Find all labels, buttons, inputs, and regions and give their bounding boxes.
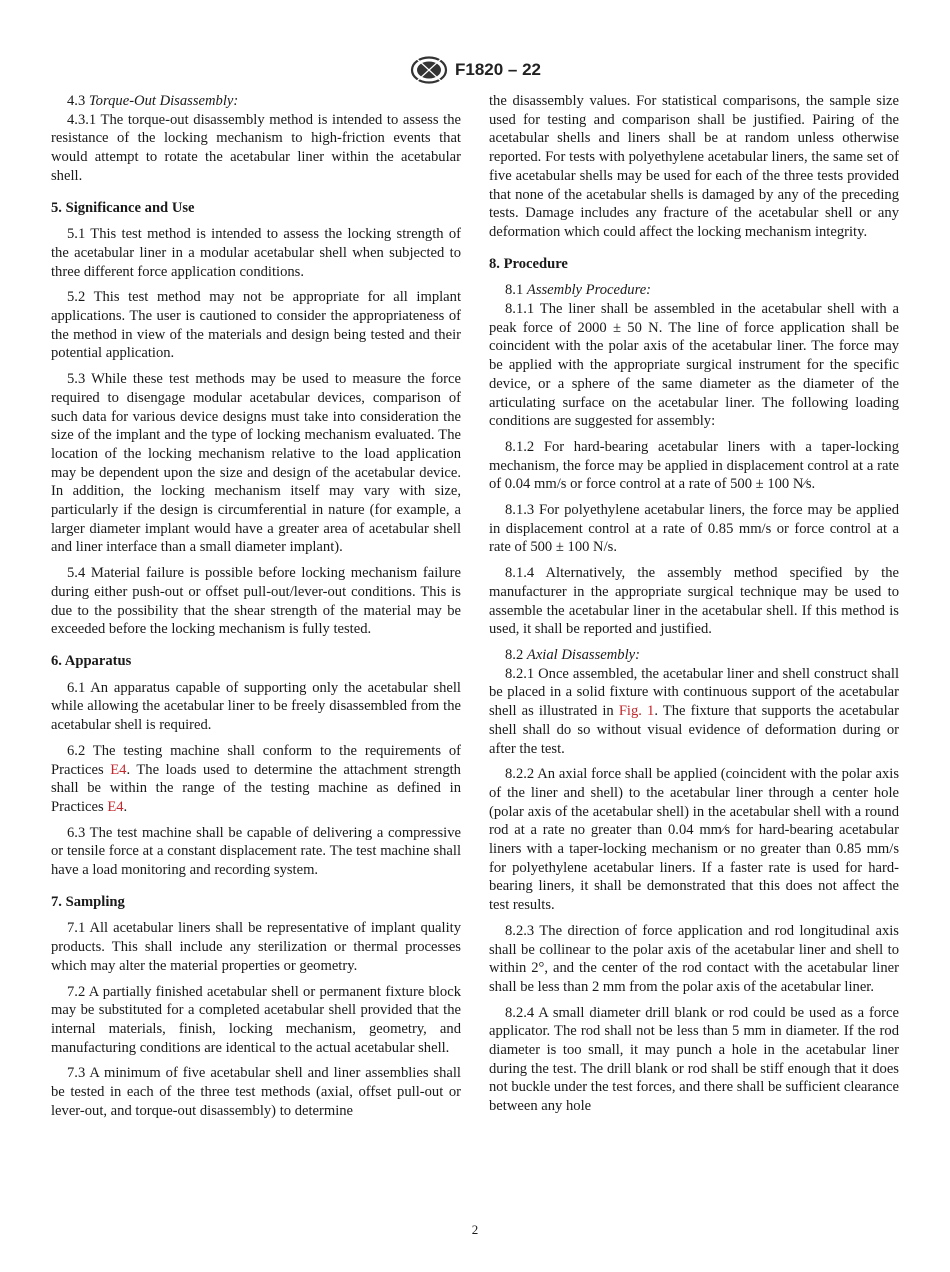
paragraph-8-2-2: 8.2.2 An axial force shall be applied (coincident with the polar axis of the liner and shell) to the acetabular liner through a center hole (polar axis of the acetabular shell) in the acetabular shell with a round rod at a rate no greater than 0.04 mm⁄s for hard-bearing acetabular liners with a taper-locking mechanism or no greater than 0.85 mm/s for polyethylene acetabular liners. If a faster rate is used for hard-bearing liners, it shall be demonstrated that this does not affect the test results. bbox=[489, 766, 899, 914]
astm-logo-icon bbox=[409, 56, 449, 84]
page-header bbox=[0, 55, 950, 85]
paragraph-8-1-1: 8.1.1 The liner shall be assembled in the acetabular shell with a peak force of 2000 ± 50 N. The line of force application shall be coincident with the polar axis of the acetabular liner. The force may be applied with the appropriate surgical instrument for the specific device, or a sphere of the same diameter as the diameter of the articulating surface on the acetabular liner. The following loading conditions are suggested for assembly: bbox=[489, 301, 899, 430]
fig-1-link[interactable]: Fig. 1 bbox=[618, 703, 655, 720]
paragraph-8-2-1: 8.2.1 Once assembled, the acetabular liner and shell construct shall be placed in a solid fixture with continuous support of the acetabular shell as illustrated in Fig. 1. The fixture that supports the acetabular shell shall do so without visual evidence of deformation during or after the test. bbox=[489, 665, 899, 757]
right-column bbox=[489, 92, 899, 1123]
paragraph-8-1-2: 8.1.2 For hard-bearing acetabular liners with a taper-locking mechanism, the force may be applied in displacement control at a rate of 0.04 mm/s or force control at a rate of 500 ± 100 N⁄s. bbox=[489, 438, 899, 493]
paragraph-7-3: 7.3 A minimum of five acetabular shell and liner assemblies shall be tested in each of the three test methods (axial, offset pull-out or lever-out, and torque-out disassembly) to determine bbox=[51, 1065, 461, 1119]
section-8-2-heading: 8.2 Axial Disassembly: bbox=[505, 646, 640, 663]
paragraph-5-1: 5.1 This test method is intended to assess the locking strength of the acetabular liner in a modular acetabular shell when subjected to three different force application conditions. bbox=[51, 226, 461, 280]
paragraph-5-3: 5.3 While these test methods may be used to measure the force required to disengage modular acetabular devices, comparison of such data for various device designs must take into consideration the size of the implant and the type of locking mechanism evaluated. The location of the locking mechanism relative to the load application may be dependent upon the size and design of the acetabular device. In addition, the locking mechanism itself may vary with size, particularly if the design is circumferential in nature (for example, a larger diameter implant would have a greater area of acetabular shell and liner interface than a small diameter implant). bbox=[51, 371, 461, 556]
paragraph-8-2-4: 8.2.4 A small diameter drill blank or rod could be used as a force applicator. The rod shall not be less than 5 mm in diameter. If the rod diameter is too small, it may punch a hole in the acetabular liner during the test. The drill blank or rod shall be stiff enough that it does not buckle under the test forces, and there shall be sufficient clearance between any hole bbox=[489, 1004, 899, 1115]
paragraph-5-2: 5.2 This test method may not be appropriate for all implant applications. The user is cautioned to consider the appropriateness of the method in view of the materials and design being tested and their potential application. bbox=[51, 289, 461, 362]
standard-designation: F1820 – 22 bbox=[454, 60, 541, 79]
e4-link[interactable]: E4 bbox=[110, 761, 127, 778]
paragraph-8-1-4: 8.1.4 Alternatively, the assembly method specified by the manufacturer in the appropriate surgical technique may be used to assemble the acetabular liner in the acetabular shell. If this method is used, it shall be reported and justified. bbox=[489, 565, 899, 638]
section-8-1-heading: 8.1 Assembly Procedure: bbox=[505, 282, 652, 299]
paragraph-8-2-3: 8.2.3 The direction of force application and rod longitudinal axis shall be collinear to the polar axis of the acetabular liner and shell to within 2°, and the center of the rod contact with the acetabular liner shall be less than 2 mm from the polar axis of the acetabular liner. bbox=[489, 922, 899, 995]
section-6-heading: 6. Apparatus bbox=[51, 652, 132, 669]
paragraph-7-3-continued: the disassembly values. For statistical comparisons, the sample size used for testing and comparison shall be justified. Pairing of the acetabular shells and liners shall be at random unless otherwise reported. For tests with polyethylene acetabular liners, the same set of five acetabular shells may be used for each of the three tests provided that none of the acetabular shells is damaged by any of the preceding tests. Damage includes any fracture of the acetabular shell or any deformation which could affect the locking mechanism integrity. bbox=[489, 93, 899, 240]
paragraph-7-2: 7.2 A partially finished acetabular shell or permanent fixture block may be substituted for a completed acetabular shell provided that the internal materials, finish, locking mechanism, geometry, and manufacturing conditions are identical to the actual acetabular shell. bbox=[51, 983, 461, 1056]
section-7-heading: 7. Sampling bbox=[51, 893, 125, 910]
paragraph-5-4: 5.4 Material failure is possible before locking mechanism failure during either push-out or offset pull-out/lever-out conditions. This is due to the possibility that the shear strength of the material may be exceeded before the locking mechanism is fully tested. bbox=[51, 565, 461, 638]
paragraph-4-3-1: 4.3.1 The torque-out disassembly method is intended to assess the resistance of the locking mechanism to high-friction events that would attempt to rotate the acetabular liner within the acetabular shell. bbox=[51, 111, 461, 184]
paragraph-8-1-3: 8.1.3 For polyethylene acetabular liners, the force may be applied in displacement control at a rate of 0.85 mm/s or force control at a rate of 500 ± 100 N/s. bbox=[489, 502, 899, 556]
paragraph-6-3: 6.3 The test machine shall be capable of delivering a compressive or tensile force at a constant displacement rate. The test machine shall have a load monitoring and recording system. bbox=[51, 824, 461, 879]
e4-link[interactable]: E4 bbox=[107, 798, 124, 815]
paragraph-7-1: 7.1 All acetabular liners shall be representative of implant quality products. This shall include any sterilization or thermal processes which may alter the material properties or geometry. bbox=[51, 920, 461, 974]
section-5-heading: 5. Significance and Use bbox=[51, 199, 195, 216]
paragraph-6-2: 6.2 The testing machine shall conform to the requirements of Practices E4. The loads used to determine the attachment strength shall be within the range of the testing machine as defined in Practices E4. bbox=[51, 742, 461, 815]
paragraph-6-1: 6.1 An apparatus capable of supporting only the acetabular shell while allowing the acetabular liner to be freely disassembled from the acetabular shell is required. bbox=[51, 679, 461, 734]
section-8-heading: 8. Procedure bbox=[489, 255, 568, 272]
left-column bbox=[51, 92, 461, 1127]
page-number: 2 bbox=[471, 1222, 479, 1237]
section-4-3-heading: 4.3 Torque-Out Disassembly: bbox=[67, 93, 239, 109]
